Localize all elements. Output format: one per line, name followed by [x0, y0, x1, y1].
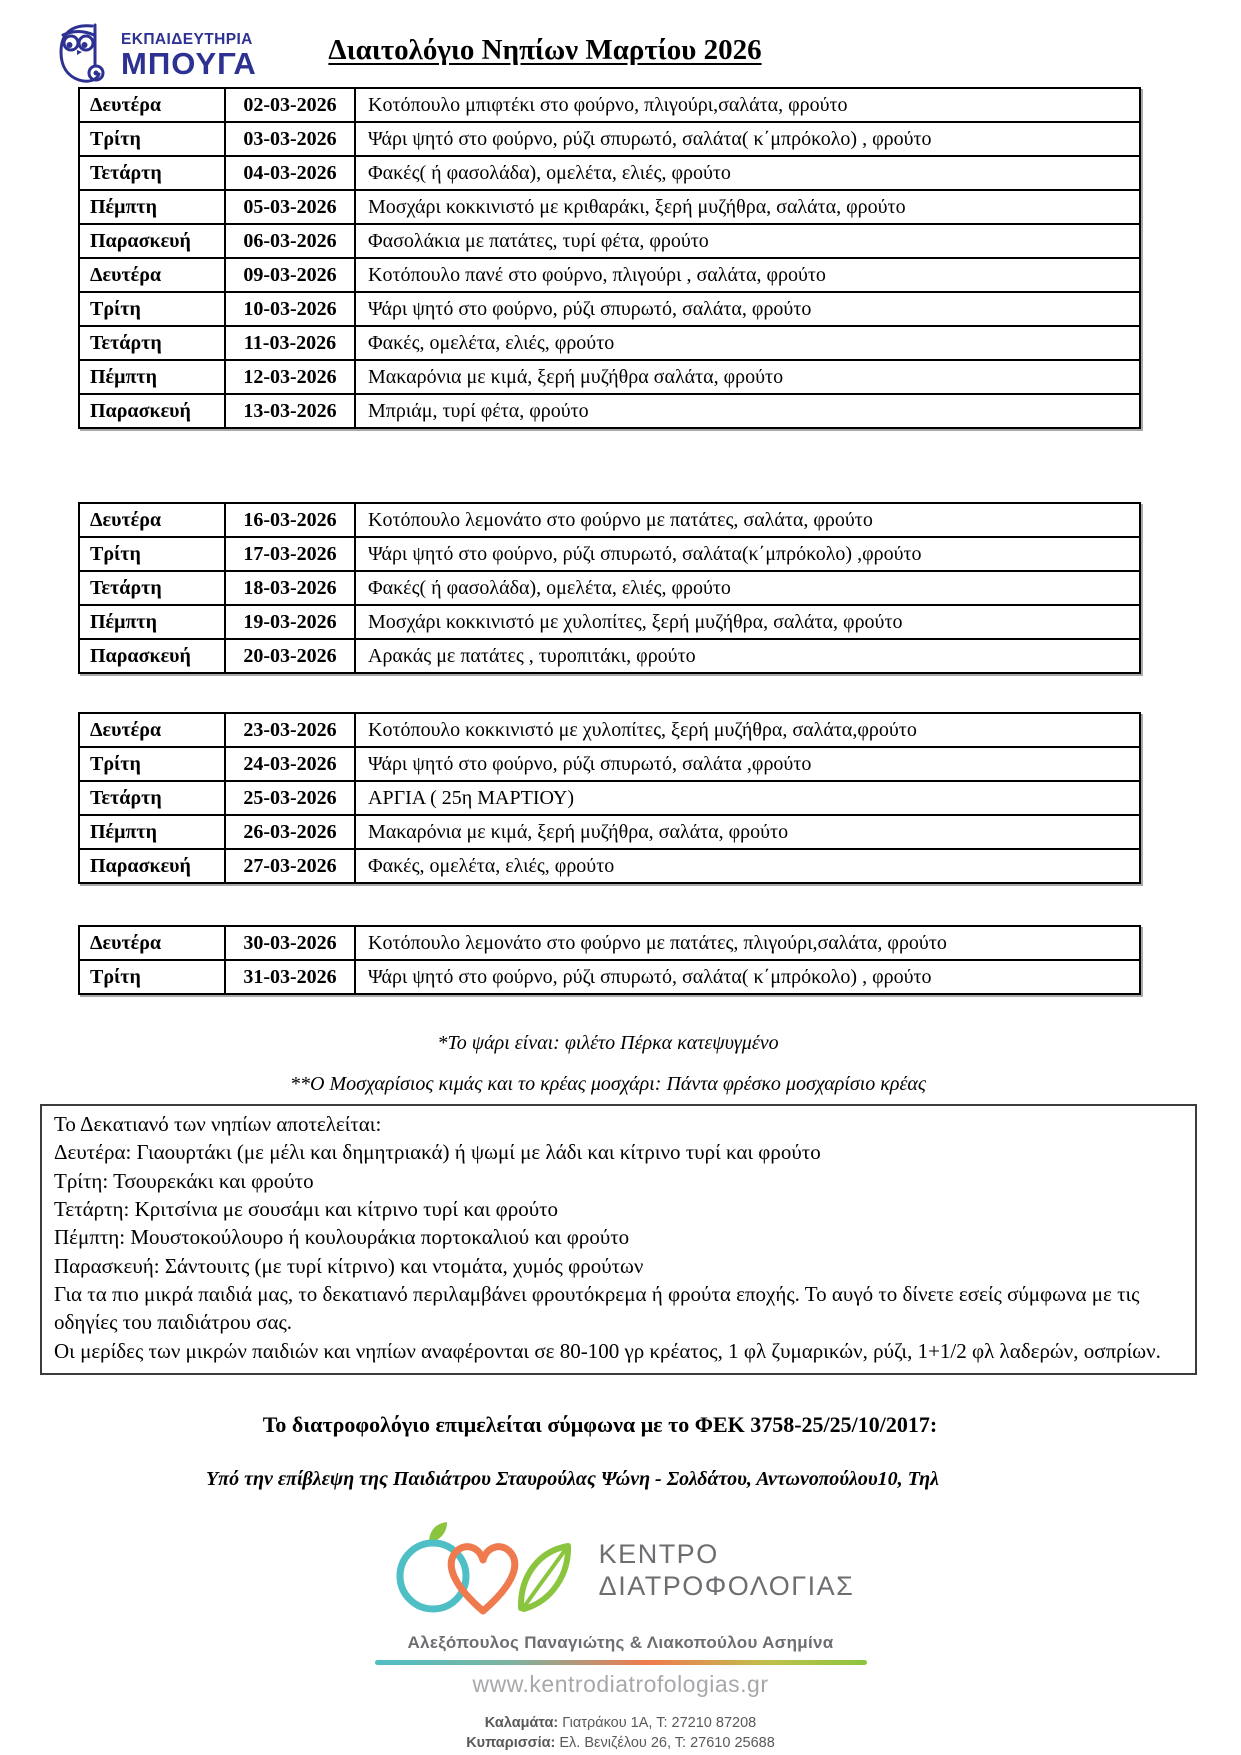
fish-note: *Το ψάρι είναι: φιλέτο Πέρκα κατεψυγμένο	[437, 1032, 779, 1054]
table-row	[79, 503, 1140, 537]
center-website: www.kentrodiatrofologias.gr	[472, 1671, 769, 1697]
center-addresses	[0, 1714, 1241, 1753]
table-row	[79, 258, 1140, 292]
meal-cell: ΑΡΓΙΑ ( 25η ΜΑΡΤΙΟΥ)	[355, 781, 1140, 815]
table-row	[79, 926, 1140, 960]
center-name-line2: ΔΙΑΤΡΟΦΟΛΟΓΙΑΣ	[598, 1570, 855, 1601]
apple-heart-leaf-icon	[387, 1518, 585, 1623]
meal-cell: Ψάρι ψητό στο φούρνο, ρύζι σπυρωτό, σαλάτα, φρούτο	[355, 292, 1140, 326]
date-cell: 25-03-2026	[225, 781, 355, 815]
day-cell: Πέμπτη	[79, 190, 225, 224]
day-cell: Τρίτη	[79, 122, 225, 156]
address-value: Ελ. Βενιζέλου 26, Τ: 27610 25688	[555, 1734, 775, 1751]
day-cell: Τετάρτη	[79, 156, 225, 190]
table-row	[79, 156, 1140, 190]
table-row	[79, 88, 1140, 122]
meal-cell: Μπριάμ, τυρί φέτα, φρούτο	[355, 394, 1140, 428]
small-leaf-shape	[429, 1522, 447, 1542]
day-cell: Δευτέρα	[79, 926, 225, 960]
day-cell: Δευτέρα	[79, 258, 225, 292]
day-cell: Παρασκευή	[79, 394, 225, 428]
meal-cell: Κοτόπουλο λεμονάτο στο φούρνο με πατάτες, πλιγούρι,σαλάτα, φρούτο	[355, 926, 1140, 960]
meal-cell: Φακές, ομελέτα, ελιές, φρούτο	[355, 326, 1140, 360]
day-cell: Τρίτη	[79, 960, 225, 994]
day-cell: Παρασκευή	[79, 224, 225, 258]
meal-cell: Φασολάκια με πατάτες, τυρί φέτα, φρούτο	[355, 224, 1140, 258]
page-title: Διαιτολόγιο Νηπίων Μαρτίου 2026	[328, 34, 762, 66]
center-owners: Αλεξόπουλος Παναγιώτης & Λιακοπούλου Ασημίνα	[407, 1633, 834, 1652]
day-cell: Δευτέρα	[79, 503, 225, 537]
menu-week-3-table	[78, 502, 1141, 674]
day-cell: Τρίτη	[79, 537, 225, 571]
meal-cell: Ψάρι ψητό στο φούρνο, ρύζι σπυρωτό, σαλάτα(κ΄μπρόκολο) ,φρούτο	[355, 537, 1140, 571]
day-cell: Τρίτη	[79, 292, 225, 326]
day-cell: Πέμπτη	[79, 815, 225, 849]
meal-cell: Μακαρόνια με κιμά, ξερή μυζήθρα σαλάτα, φρούτο	[355, 360, 1140, 394]
date-cell: 17-03-2026	[225, 537, 355, 571]
address-value: Γιατράκου 1Α, Τ: 27210 87208	[558, 1715, 757, 1731]
meal-cell: Φακές( ή φασολάδα), ομελέτα, ελιές, φρούτο	[355, 571, 1140, 605]
supervision-statement: Υπό την επίβλεψη της Παιδιάτρου Σταυρούλας Ψώνη - Σολδάτου, Αντωνοπούλου10, Τηλ	[205, 1468, 940, 1490]
center-name-line1: ΚΕΝΤΡΟ	[598, 1538, 719, 1569]
day-cell: Πέμπτη	[79, 605, 225, 639]
table-row	[79, 713, 1140, 747]
day-cell: Πέμπτη	[79, 360, 225, 394]
meal-cell: Φακές, ομελέτα, ελιές, φρούτο	[355, 849, 1140, 883]
day-cell: Τετάρτη	[79, 326, 225, 360]
date-cell: 24-03-2026	[225, 747, 355, 781]
day-cell: Παρασκευή	[79, 639, 225, 673]
snack-line: Πέμπτη: Μουστοκούλουρο ή κουλουράκια πορτοκαλιού και φρούτο	[54, 1225, 630, 1250]
day-cell: Τετάρτη	[79, 781, 225, 815]
meal-cell: Κοτόπουλο πανέ στο φούρνο, πλιγούρι , σαλάτα, φρούτο	[355, 258, 1140, 292]
date-cell: 09-03-2026	[225, 258, 355, 292]
fek-statement: Το διατροφολόγιο επιμελείται σύμφωνα με το ΦΕΚ 3758-25/25/10/2017:	[262, 1412, 938, 1437]
date-cell: 30-03-2026	[225, 926, 355, 960]
day-cell: Παρασκευή	[79, 849, 225, 883]
school-name-line2: ΜΠΟΥΓΑ	[121, 45, 257, 81]
table-row	[79, 815, 1140, 849]
gradient-divider	[375, 1660, 867, 1665]
table-row	[79, 639, 1140, 673]
center-name	[599, 1539, 855, 1603]
day-cell: Τετάρτη	[79, 571, 225, 605]
date-cell: 03-03-2026	[225, 122, 355, 156]
meal-cell: Αρακάς με πατάτες , τυροπιτάκι, φρούτο	[355, 639, 1140, 673]
snack-line: Για τα πιο μικρά παιδιά μας, το δεκατιανό περιλαμβάνει φρουτόκρεμα ή φρούτα εποχής. Το αυγό το δίνετε εσείς σύμφωνα με τις οδηγίες του παιδιάτρου σας.	[54, 1282, 1140, 1335]
date-cell: 02-03-2026	[225, 88, 355, 122]
date-cell: 19-03-2026	[225, 605, 355, 639]
table-row	[79, 605, 1140, 639]
table-row	[79, 537, 1140, 571]
menu-week-1-table	[78, 87, 1141, 259]
nutrition-center-logo	[0, 1518, 1241, 1753]
table-row	[79, 747, 1140, 781]
day-cell: Δευτέρα	[79, 88, 225, 122]
address-label: Κυπαρισσία:	[466, 1734, 556, 1751]
school-name-line1: ΕΚΠΑΙΔΕΥΤΗΡΙΑ	[121, 30, 253, 48]
table-row	[79, 326, 1140, 360]
menu-week-2-table	[78, 257, 1141, 429]
table-row	[79, 292, 1140, 326]
date-cell: 31-03-2026	[225, 960, 355, 994]
address-line	[0, 1714, 1241, 1734]
menu-week-5-table	[78, 925, 1141, 995]
date-cell: 18-03-2026	[225, 571, 355, 605]
table-row	[79, 394, 1140, 428]
date-cell: 23-03-2026	[225, 713, 355, 747]
snack-line: Το Δεκατιανό των νηπίων αποτελείται:	[54, 1112, 382, 1136]
snack-line: Οι μερίδες των μικρών παιδιών και νηπίων αναφέρονται σε 80-100 γρ κρέατος, 1 φλ ζυμαρικών, ρύζι, 1+1/2 φλ λαδερών, οσπρίων.	[54, 1338, 1161, 1363]
meal-cell: Κοτόπουλο μπιφτέκι στο φούρνο, πλιγούρι,σαλάτα, φρούτο	[355, 88, 1140, 122]
date-cell: 16-03-2026	[225, 503, 355, 537]
beef-note: **Ο Μοσχαρίσιος κιμάς και το κρέας μοσχάρι: Πάντα φρέσκο μοσχαρίσιο κρέας	[290, 1073, 926, 1095]
date-cell: 06-03-2026	[225, 224, 355, 258]
meal-cell: Μοσχάρι κοκκινιστό με κριθαράκι, ξερή μυζήθρα, σαλάτα, φρούτο	[355, 190, 1140, 224]
menu-week-4-table	[78, 712, 1141, 884]
meal-cell: Κοτόπουλο κοκκινιστό με χυλοπίτες, ξερή μυζήθρα, σαλάτα,φρούτο	[355, 713, 1140, 747]
owl-icon	[55, 20, 113, 91]
address-label: Καλαμάτα:	[484, 1715, 559, 1731]
meal-cell: Κοτόπουλο λεμονάτο στο φούρνο με πατάτες, σαλάτα, φρούτο	[355, 503, 1140, 537]
table-row	[79, 960, 1140, 994]
date-cell: 13-03-2026	[225, 394, 355, 428]
table-row	[79, 224, 1140, 258]
date-cell: 04-03-2026	[225, 156, 355, 190]
table-row	[79, 190, 1140, 224]
date-cell: 12-03-2026	[225, 360, 355, 394]
snack-line: Τρίτη: Τσουρεκάκι και φρούτο	[54, 1168, 314, 1193]
table-row	[79, 360, 1140, 394]
table-row	[79, 571, 1140, 605]
snack-info-box	[40, 1104, 1197, 1375]
snack-line: Δευτέρα: Γιαουρτάκι (με μέλι και δημητριακά) ή ψωμί με λάδι και κίτρινο τυρί και φρούτο	[54, 1140, 821, 1165]
date-cell: 20-03-2026	[225, 639, 355, 673]
table-row	[79, 122, 1140, 156]
date-cell: 26-03-2026	[225, 815, 355, 849]
date-cell: 27-03-2026	[225, 849, 355, 883]
table-row	[79, 849, 1140, 883]
meal-cell: Μακαρόνια με κιμά, ξερή μυζήθρα, σαλάτα, φρούτο	[355, 815, 1140, 849]
meal-cell: Ψάρι ψητό στο φούρνο, ρύζι σπυρωτό, σαλάτα( κ΄μπρόκολο) , φρούτο	[355, 122, 1140, 156]
day-cell: Δευτέρα	[79, 713, 225, 747]
table-row	[79, 781, 1140, 815]
date-cell: 11-03-2026	[225, 326, 355, 360]
snack-line: Τετάρτη: Κριτσίνια με σουσάμι και κίτρινο τυρί και φρούτο	[54, 1197, 559, 1222]
meal-cell: Ψάρι ψητό στο φούρνο, ρύζι σπυρωτό, σαλάτα ,φρούτο	[355, 747, 1140, 781]
date-cell: 05-03-2026	[225, 190, 355, 224]
date-cell: 10-03-2026	[225, 292, 355, 326]
day-cell: Τρίτη	[79, 747, 225, 781]
meal-cell: Μοσχάρι κοκκινιστό με χυλοπίτες, ξερή μυζήθρα, σαλάτα, φρούτο	[355, 605, 1140, 639]
address-line	[0, 1734, 1241, 1754]
snack-line: Παρασκευή: Σάντουιτς (με τυρί κίτρινο) και ντομάτα, χυμός φρούτων	[54, 1253, 644, 1278]
meal-cell: Φακές( ή φασολάδα), ομελέτα, ελιές, φρούτο	[355, 156, 1140, 190]
meal-cell: Ψάρι ψητό στο φούρνο, ρύζι σπυρωτό, σαλάτα( κ΄μπρόκολο) , φρούτο	[355, 960, 1140, 994]
